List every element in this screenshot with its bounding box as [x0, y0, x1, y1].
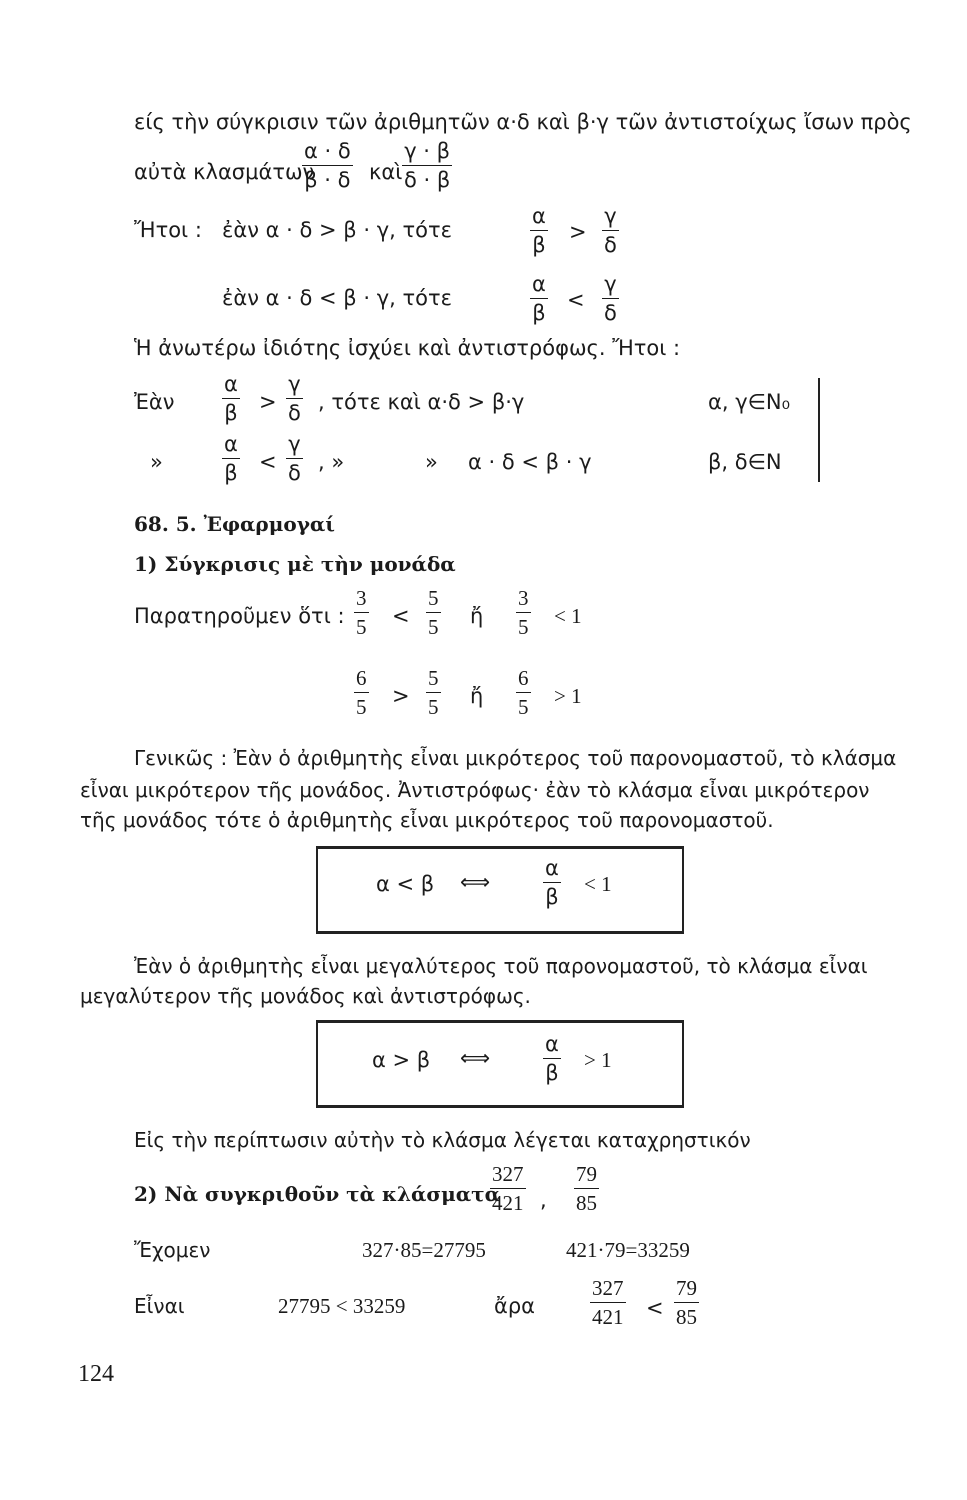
- domain-bracket: [806, 378, 820, 482]
- equivalence-arrow-icon: ⟺: [460, 1046, 491, 1070]
- fraction-numerator: α: [530, 206, 548, 231]
- comma: ,: [540, 1188, 547, 1212]
- rule-box-less: [316, 846, 684, 934]
- example-frac-6-5b: [516, 668, 531, 718]
- result-frac-79-85: [674, 1278, 699, 1328]
- fraction-denominator: 421: [592, 1305, 624, 1329]
- rule-less-relation: < 1: [584, 872, 612, 896]
- product-2: 421·79=33259: [566, 1238, 690, 1262]
- fraction-denominator: δ: [288, 401, 301, 425]
- compare-frac-79-85: [574, 1164, 599, 1214]
- fraction-numerator: 79: [574, 1164, 599, 1189]
- converse-1-relation: >: [259, 390, 277, 414]
- fraction-denominator: 5: [518, 615, 529, 639]
- ditto-mark: »: [425, 450, 438, 474]
- fraction-numerator: 5: [426, 588, 441, 613]
- therefore-word: ἄρα: [494, 1294, 536, 1318]
- case-2-relation: <: [567, 288, 585, 312]
- fraction-numerator: α: [543, 1034, 561, 1059]
- converse-1-then: , τότε καὶ α·δ > β·γ: [318, 390, 525, 414]
- page-number: 124: [78, 1361, 114, 1387]
- fraction-numerator: γ: [602, 206, 619, 231]
- fraction-numerator: 79: [674, 1278, 699, 1303]
- fraction-numerator: α · δ: [302, 141, 353, 166]
- example-frac-5-5b: [426, 668, 441, 718]
- fraction-denominator: 421: [492, 1191, 524, 1215]
- fraction-numerator: 3: [354, 588, 369, 613]
- rule-greater-relation: > 1: [584, 1048, 612, 1072]
- relation-sign: <: [392, 604, 410, 628]
- result-relation: <: [646, 1296, 664, 1320]
- general-line-2: εἶναι μικρότερον τῆς μονάδος. Ἀντιστρόφως· ἐὰν τὸ κλάσμα εἶναι μικρότερον: [80, 778, 870, 802]
- fraction-numerator: α: [222, 434, 240, 459]
- products-inequality: 27795 < 33259: [278, 1294, 406, 1318]
- fraction-denominator: β: [224, 401, 238, 425]
- converse-2-relation: <: [259, 450, 277, 474]
- fraction-denominator: δ: [288, 461, 301, 485]
- is-word: Εἶναι: [134, 1294, 185, 1318]
- fraction-denominator: δ: [604, 233, 617, 257]
- fraction-gb-db: [402, 141, 452, 191]
- converse-1-frac-ab: [222, 374, 240, 424]
- converse-2-then: α · δ < β · γ: [468, 450, 592, 474]
- fraction-numerator: 327: [590, 1278, 626, 1303]
- converse-2-frac-ab: [222, 434, 240, 484]
- fraction-denominator: β: [532, 233, 546, 257]
- fraction-numerator: 327: [490, 1164, 526, 1189]
- fraction-numerator: α: [222, 374, 240, 399]
- subsection-1-title: 1) Σύγκρισις μὲ τὴν μονάδα: [134, 552, 456, 576]
- case-2-condition: ἐὰν α · δ < β · γ, τότε: [222, 286, 452, 310]
- equivalence-arrow-icon: ⟺: [460, 870, 491, 894]
- fraction-denominator: δ: [604, 301, 617, 325]
- general-line-3: τῆς μονάδος τότε ὁ ἀριθμητὴς εἶναι μικρότερος τοῦ παρονομαστοῦ.: [80, 808, 774, 832]
- fraction-numerator: 3: [516, 588, 531, 613]
- case-1-relation: >: [569, 220, 587, 244]
- htoi-label: Ἤτοι :: [134, 218, 202, 242]
- observe-text: Παρατηροῦμεν ὅτι :: [134, 604, 345, 628]
- fraction-denominator: β: [545, 1061, 559, 1085]
- rule-less-left: α < β: [376, 872, 435, 896]
- rule-less-frac: [543, 858, 561, 908]
- case-1-frac-gd: [602, 206, 619, 256]
- or-word: ἤ: [470, 604, 484, 628]
- fraction-numerator: γ: [602, 274, 619, 299]
- ditto-mark: »: [150, 450, 163, 474]
- intro-line-2: αὐτὰ κλασμάτων: [134, 160, 315, 184]
- relation-sign: >: [392, 684, 410, 708]
- case-1-condition: ἐὰν α · δ > β · γ, τότε: [222, 218, 452, 242]
- fraction-denominator: 5: [356, 695, 367, 719]
- intro-line-1: είς τὴν σύγκρισιν τῶν ἀριθμητῶν α·δ καὶ β·γ τῶν ἀντιστοίχως ἴσων πρὸς: [134, 110, 912, 134]
- fraction-numerator: γ: [286, 434, 303, 459]
- case-2-frac-gd: [602, 274, 619, 324]
- fraction-numerator: γ: [286, 374, 303, 399]
- converse-text: Ἡ ἀνωτέρω ἰδιότης ἰσχύει καὶ ἀντιστρόφως. Ἤτοι :: [134, 336, 681, 360]
- general-line-1: Γενικῶς : Ἐὰν ὁ ἀριθμητὴς εἶναι μικρότερος τοῦ παρονομαστοῦ, τὸ κλάσμα: [134, 746, 897, 770]
- general-line-5: μεγαλύτερον τῆς μονάδος καὶ ἀντιστρόφως.: [80, 984, 531, 1008]
- relation-less-1: < 1: [554, 604, 582, 628]
- and-word: καὶ: [369, 160, 403, 184]
- have-word: Ἔχομεν: [134, 1238, 211, 1262]
- fraction-numerator: 6: [354, 668, 369, 693]
- fraction-denominator: β: [545, 885, 559, 909]
- relation-greater-1: > 1: [554, 684, 582, 708]
- result-frac-327-421: [590, 1278, 626, 1328]
- fraction-ad-bd: [302, 141, 353, 191]
- ditto-mark: , »: [318, 450, 345, 474]
- converse-1-domain: α, γ∈N₀: [708, 390, 791, 414]
- product-1: 327·85=27795: [362, 1238, 486, 1262]
- fraction-denominator: 5: [428, 695, 439, 719]
- example-frac-3-5b: [516, 588, 531, 638]
- fraction-numerator: α: [543, 858, 561, 883]
- converse-2-domain: β, δ∈N: [708, 450, 782, 474]
- case-2-frac-ab: [530, 274, 548, 324]
- general-line-4: Ἐὰν ὁ ἀριθμητὴς εἶναι μεγαλύτερος τοῦ παρονομαστοῦ, τὸ κλάσμα εἶναι: [134, 954, 868, 978]
- example-frac-5-5: [426, 588, 441, 638]
- section-title: 68. 5. Ἐφαρμογαί: [134, 512, 335, 536]
- fraction-denominator: 5: [428, 615, 439, 639]
- fraction-denominator: β: [532, 301, 546, 325]
- fraction-denominator: β: [224, 461, 238, 485]
- case-1-frac-ab: [530, 206, 548, 256]
- fraction-denominator: δ · β: [404, 168, 451, 192]
- compare-frac-327-421: [490, 1164, 526, 1214]
- fraction-numerator: α: [530, 274, 548, 299]
- fraction-numerator: 6: [516, 668, 531, 693]
- rule-greater-frac: [543, 1034, 561, 1084]
- rule-greater-left: α > β: [372, 1048, 431, 1072]
- fraction-denominator: β · δ: [304, 168, 351, 192]
- if-word: Ἐὰν: [134, 390, 175, 414]
- or-word: ἤ: [470, 684, 484, 708]
- fraction-numerator: γ · β: [402, 141, 452, 166]
- fraction-numerator: 5: [426, 668, 441, 693]
- fraction-denominator: 5: [356, 615, 367, 639]
- example-frac-3-5: [354, 588, 369, 638]
- subsection-2-title: 2) Νὰ συγκριθοῦν τὰ κλάσματα: [134, 1182, 501, 1206]
- example-frac-6-5: [354, 668, 369, 718]
- fraction-denominator: 85: [676, 1305, 697, 1329]
- fraction-denominator: 5: [518, 695, 529, 719]
- converse-2-frac-gd: [286, 434, 303, 484]
- fraction-denominator: 85: [576, 1191, 597, 1215]
- converse-1-frac-gd: [286, 374, 303, 424]
- improper-fraction-text: Εἰς τὴν περίπτωσιν αὐτὴν τὸ κλάσμα λέγεται καταχρηστικόν: [134, 1128, 751, 1152]
